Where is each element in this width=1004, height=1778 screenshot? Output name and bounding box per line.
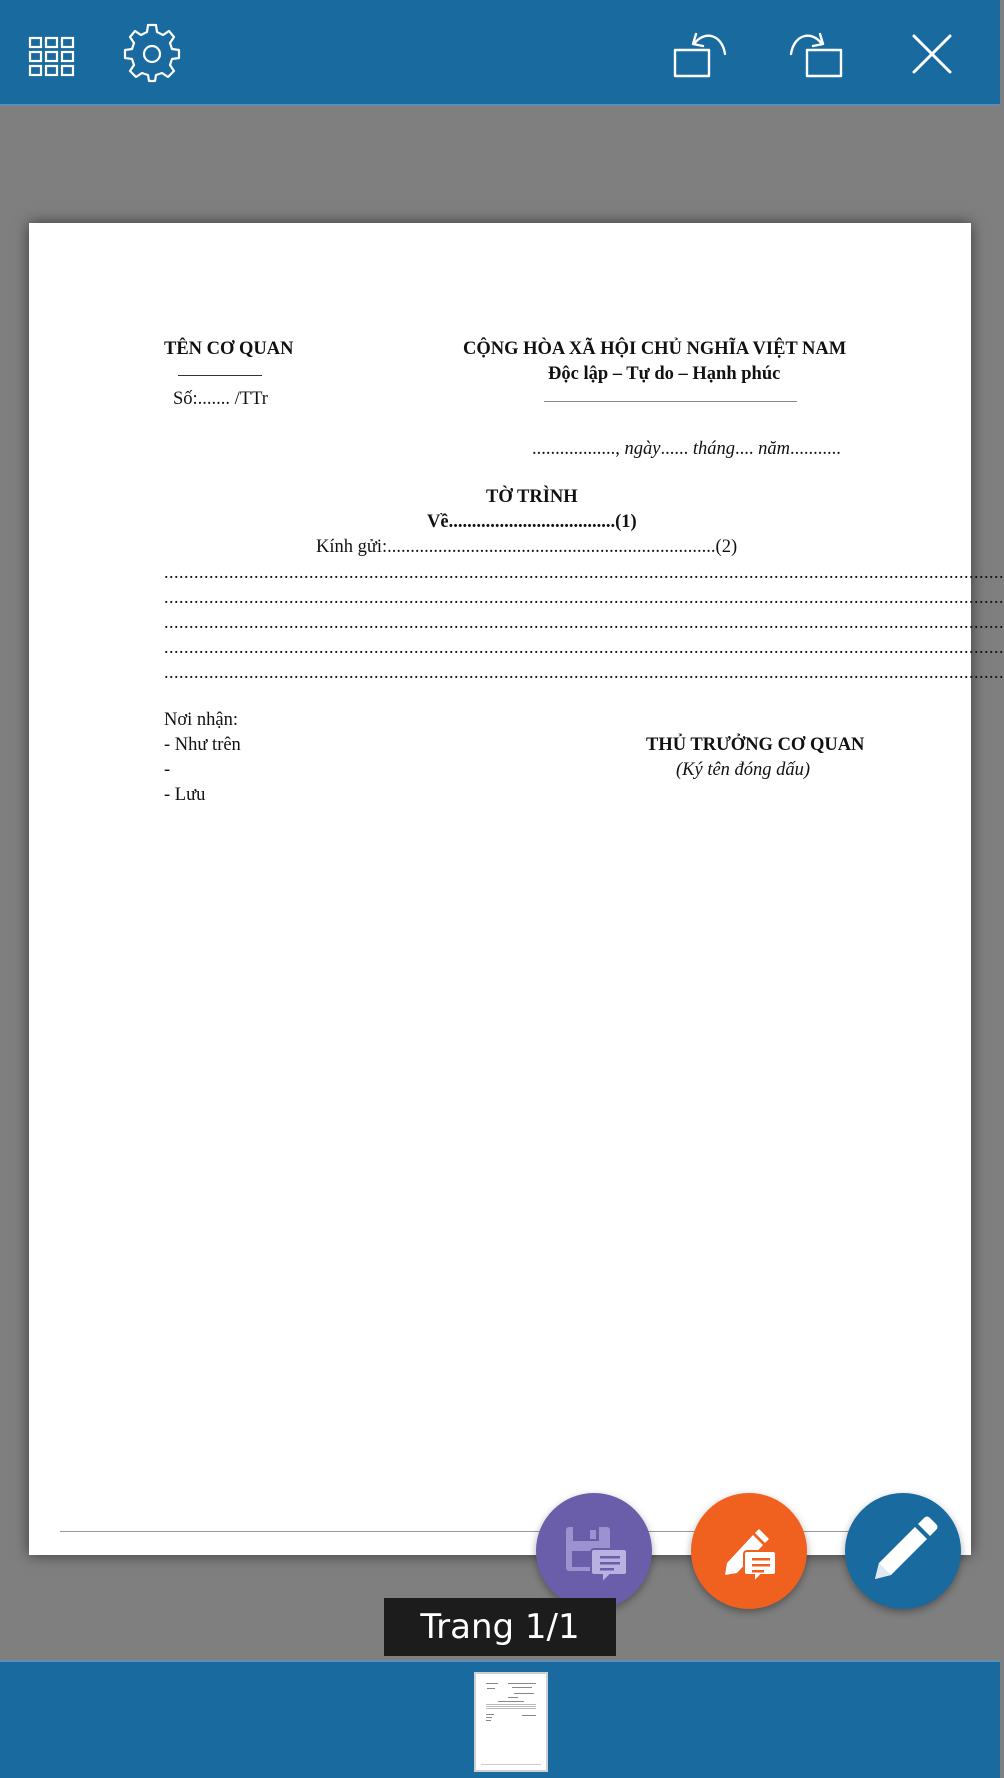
save-comment-button[interactable] (536, 1493, 652, 1609)
document-number: Số:....... /TTr (173, 389, 268, 409)
thumb-line (486, 1704, 536, 1705)
motto: Độc lập – Tự do – Hạnh phúc (548, 364, 781, 384)
organization-name: TÊN CƠ QUAN (164, 339, 294, 359)
thumb-line (512, 1687, 532, 1688)
thumb-line (514, 1693, 534, 1694)
gear-icon[interactable] (122, 24, 182, 84)
rotate-left-icon[interactable] (670, 24, 730, 84)
thumb-line (508, 1697, 518, 1698)
body-line: ........................................................................................................................................................................ (164, 637, 1004, 657)
signer-title: THỦ TRƯỞNG CƠ QUAN (646, 735, 865, 755)
body-line: ........................................................................................................................................................................ (164, 612, 1004, 632)
sign-comment-button[interactable] (691, 1493, 807, 1609)
noi-nhan-item: - Như trên (164, 735, 241, 755)
page-indicator: Trang 1/1 (384, 1598, 616, 1656)
body-line: ........................................................................................................................................................................ (164, 562, 1004, 582)
thumb-line (498, 1701, 524, 1702)
thumb-line (486, 1720, 491, 1721)
sign-comment-icon (691, 1493, 807, 1609)
pencil-button[interactable] (845, 1493, 961, 1609)
thumb-line (487, 1688, 495, 1689)
document-title: TỜ TRÌNH (486, 487, 578, 507)
thumb-line (486, 1706, 536, 1707)
thumb-line (486, 1717, 492, 1718)
close-icon[interactable] (902, 24, 962, 84)
thumb-line (522, 1715, 536, 1716)
top-toolbar (0, 0, 1000, 106)
thumb-line (481, 1764, 541, 1765)
republic-heading: CỘNG HÒA XÃ HỘI CHỦ NGHĨA VIỆT NAM (463, 339, 847, 359)
document-page[interactable] (29, 223, 1004, 1555)
save-comment-icon (536, 1493, 652, 1609)
page-footer-line (60, 1531, 940, 1532)
date-line: .................., ngày...... tháng.... năm........... (532, 439, 841, 459)
body-line: ........................................................................................................................................................................ (164, 662, 1004, 682)
pencil-icon (845, 1493, 961, 1609)
document-subject: Về....................................(1) (427, 512, 637, 532)
thumb-line (486, 1683, 498, 1684)
grid-icon[interactable] (22, 24, 82, 84)
noi-nhan-label: Nơi nhận: (164, 710, 239, 730)
noi-nhan-item: - (164, 760, 171, 780)
thumb-line (486, 1708, 536, 1709)
thumb-line (508, 1683, 536, 1684)
rotate-right-icon[interactable] (786, 24, 846, 84)
recipient-line: Kính gửi:.......................................................................(2) (316, 537, 738, 557)
motto-underline (544, 401, 797, 402)
thumb-line (486, 1714, 494, 1715)
bottom-thumbnail-bar (0, 1660, 1000, 1778)
body-line: ........................................................................................................................................................................ (164, 587, 1004, 607)
page-thumbnail[interactable] (474, 1672, 548, 1772)
signer-note: (Ký tên đóng dấu) (676, 760, 811, 780)
organization-underline (178, 375, 262, 376)
noi-nhan-item: - Lưu (164, 785, 206, 805)
